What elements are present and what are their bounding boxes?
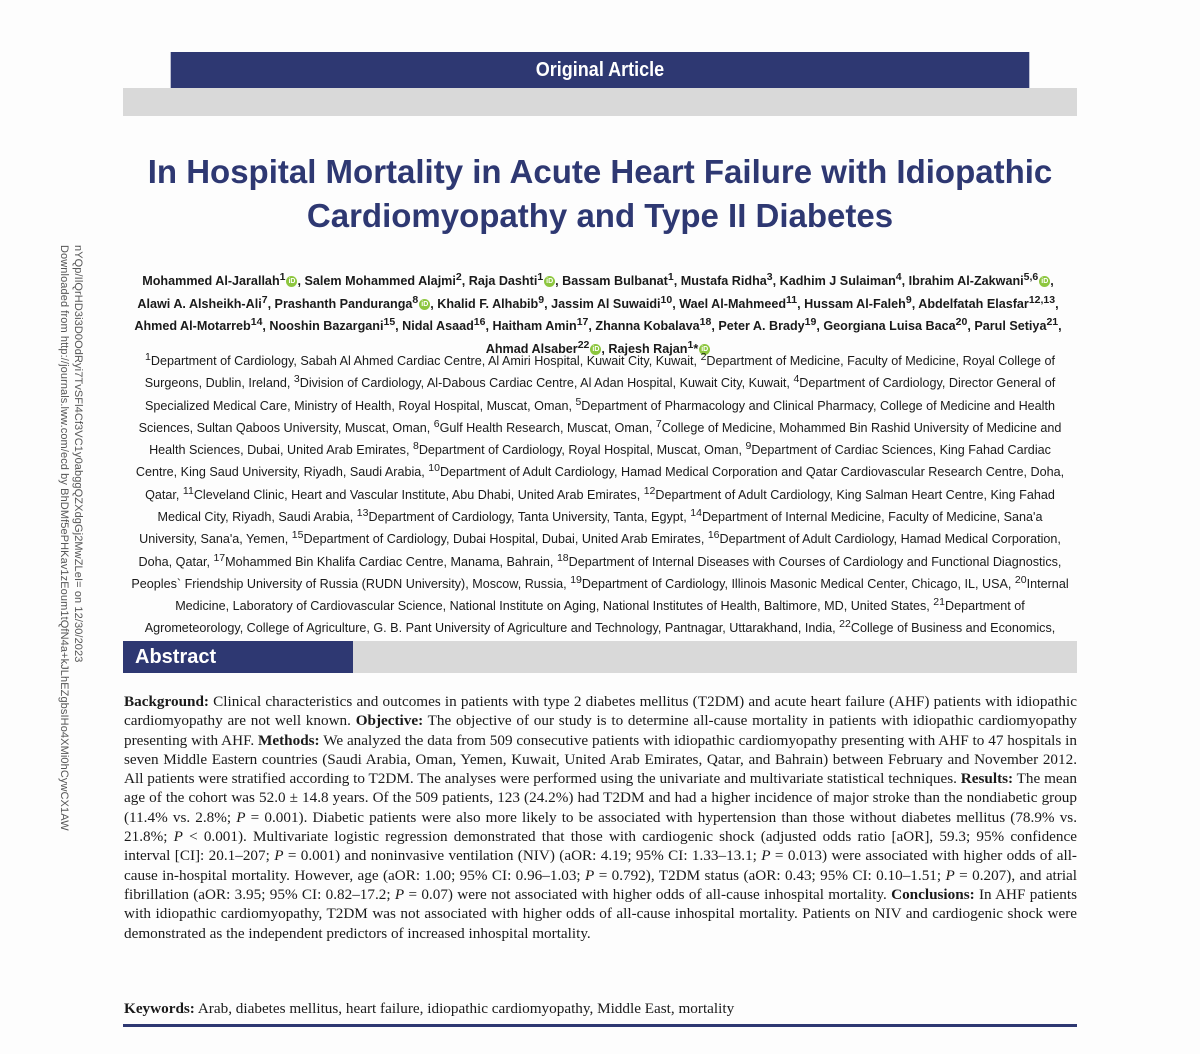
- abstract-heading: Abstract: [123, 641, 353, 673]
- download-watermark: [58, 245, 88, 1005]
- keywords-label: Keywords:: [124, 1000, 195, 1017]
- keywords-text: Arab, diabetes mellitus, heart failure, idiopathic cardiomyopathy, Middle East, mortality: [197, 1000, 735, 1017]
- bottom-rule: [123, 1024, 1077, 1027]
- title-line-1: In Hospital Mortality in Acute Heart Failure with Idiopathic: [147, 153, 1053, 190]
- watermark-line-2: nYQp/IlQrHD3i3D0OdRyi7TvSFl4Cf3VC1y0abggQZXdgGj2MwZLeI= on 12/30/2023: [72, 245, 84, 663]
- article-type-banner: Original Article: [171, 52, 1030, 88]
- article-title: [140, 150, 1060, 238]
- keywords: [124, 999, 1077, 1019]
- author-list: Mohammed Al-Jarallah$^1$ iD , Salem Mohammed Alajmi$^2$, Raja Dashti$^1$ iD , Bassam Bulbanat$^1$, Mustafa Ridha$^3$, Kadhim J Sulaiman$^4$, Ibrahim Al-Zakwani$^{5,6}$ iD , Alawi A. Alsheikh-Ali$^7$, Prashanth Panduranga$^8$ iD , Khalid F. Alhabib$^9$, Jassim Al Suwaidi$^{10}$, Wael Al-Mahmeed$^{11}$, Hussam Al-Faleh$^9$, Abdelfatah Elasfar$^{12,13}$, Ahmed Al-Motarreb$^{14}$, Nooshin Bazargani$^{15}$, Nidal Asaad$^{16}$, Haitham Amin$^{17}$, Zhanna Kobalava$^{18}$, Peter A. Brady$^{19}$, Georgiana Luisa Baca$^{20}$, Parul Setiya$^{21}$, Ahmad Alsaber$^{22}$ iD , Rajesh Rajan$^1$* iD: [134, 271, 1062, 357]
- affiliations: $^1$Department of Cardiology, Sabah Al Ahmed Cardiac Centre, Al Amiri Hospital, Kuwait City, Kuwait, $^2$Department of Medicine, Faculty of Medicine, Royal College of Surgeons, Dublin, Ireland, $^3$Division of Cardiology, Al-Dabous Cardiac Centre, Al Adan Hospital, Kuwait City, Kuwait, $^4$Department of Cardiology, Director General of Specialized Medical Care, Ministry of Health, Royal Hospital, Muscat, Oman, $^5$Department of Pharmacology and Clinical Pharmacy, College of Medicine and Health Sciences, Sultan Qaboos University, Muscat, Oman, $^6$Gulf Health Research, Muscat, Oman, $^7$College of Medicine, Mohammed Bin Rashid University of Medicine and Health Sciences, Dubai, United Arab Emirates, $^8$Department of Cardiology, Royal Hospital, Muscat, Oman, $^9$Department of Cardiac Sciences, King Fahad Cardiac Centre, King Saud University, Riyadh, Saudi Arabia, $^{10}$Department of Adult Cardiology, Hamad Medical Corporation and Qatar Cardiovascular Research Centre, Doha, Qatar, $^{11}$Cleveland Clinic, Heart and Vascular Institute, Abu Dhabi, United Arab Emirates, $^{12}$Department of Adult Cardiology, King Salman Heart Centre, King Fahad Medical City, Riyadh, Saudi Arabia, $^{13}$Department of Cardiology, Tanta University, Tanta, Egypt, $^{14}$Department of Internal Medicine, Faculty of Medicine, Sana'a University, Sana'a, Yemen, $^{15}$Department of Cardiology, Dubai Hospital, Dubai, United Arab Emirates, $^{16}$Department of Adult Cardiology, Hamad Medical Corporation, Doha, Qatar, $^{17}$Mohammed Bin Khalifa Cardiac Centre, Manama, Bahrain, $^{18}$Department of Internal Diseases with Courses of Cardiology and Functional Diagnostics, Peoples` Friendship University of Russia (RUDN University), Moscow, Russia, $^{19}$Department of Cardiology, Illinois Masonic Medical Center, Chicago, IL, USA, $^{20}$Internal Medicine, Laboratory of Cardiovascular Science, National Institute on Aging, National Institutes of Health, Baltimore, MD, United States, $^{21}$Department of Agrometeorology, College of Agriculture, G. B. Pant University of Agriculture and Technology, Pantnagar, Uttarakhand, India, $^{22}$College of Business and Economics,: [131, 351, 1069, 636]
- abstract-body: Background: Clinical characteristics and outcomes in patients with type 2 diabetes mellitus (T2DM) and acute heart failure (AHF) patients with idiopathic cardiomyopathy are not well known. Objective: The objective of our study is to determine all-cause mortality in patients with idiopathic cardiomyopathy presenting with AHF. Methods: We analyzed the data from 509 consecutive patients with idiopathic cardiomyopathy presenting with AHF to 47 hospitals in seven Middle Eastern countries (Saudi Arabia, Oman, Yemen, Kuwait, United Arab Emirates, Qatar, and Bahrain) between February and November 2012. All patients were stratified according to T2DM. The analyses were performed using the univariate and multivariate statistical techniques. Results: The mean age of the cohort was 52.0 ± 14.8 years. Of the 509 patients, 123 (24.2%) had T2DM and had a higher incidence of major stroke than the nondiabetic group (11.4% vs. 2.8%; P = 0.001). Diabetic patients were also more likely to be associated with hypertension than those without diabetes mellitus (78.9% vs. 21.8%; P < 0.001). Multivariate logistic regression demonstrated that those with cardiogenic shock (adjusted odds ratio [aOR], 59.3; 95% confidence interval [CI]: 20.1–207; P = 0.001) and noninvasive ventilation (NIV) (aOR: 4.19; 95% CI: 1.33–13.1; P = 0.013) were associated with higher odds of all-cause in-hospital mortality. However, age (aOR: 1.00; 95% CI: 0.96–1.03; P = 0.792), T2DM status (aOR: 0.43; 95% CI: 0.10–1.51; P = 0.207), and atrial fibrillation (aOR: 3.95; 95% CI: 0.82–17.2; P = 0.07) were not associated with higher odds of all-cause inhospital mortality. Conclusions: In AHF patients with idiopathic cardiomyopathy, T2DM was not associated with higher odds of all-cause inhospital mortality. Patients on NIV and cardiogenic shock were demonstrated as the independent predictors of increased inhospital mortality.: [124, 693, 1078, 942]
- banner-band: [123, 88, 1077, 116]
- watermark-line-1: Downloaded from http://journals.lww.com/ecd by BhDMf5ePHKav1zEoum1tQfN4a+kJLhEZgbsIHo4XMi0hCywCX1AW: [58, 245, 70, 831]
- title-line-2: Cardiomyopathy and Type II Diabetes: [306, 197, 894, 234]
